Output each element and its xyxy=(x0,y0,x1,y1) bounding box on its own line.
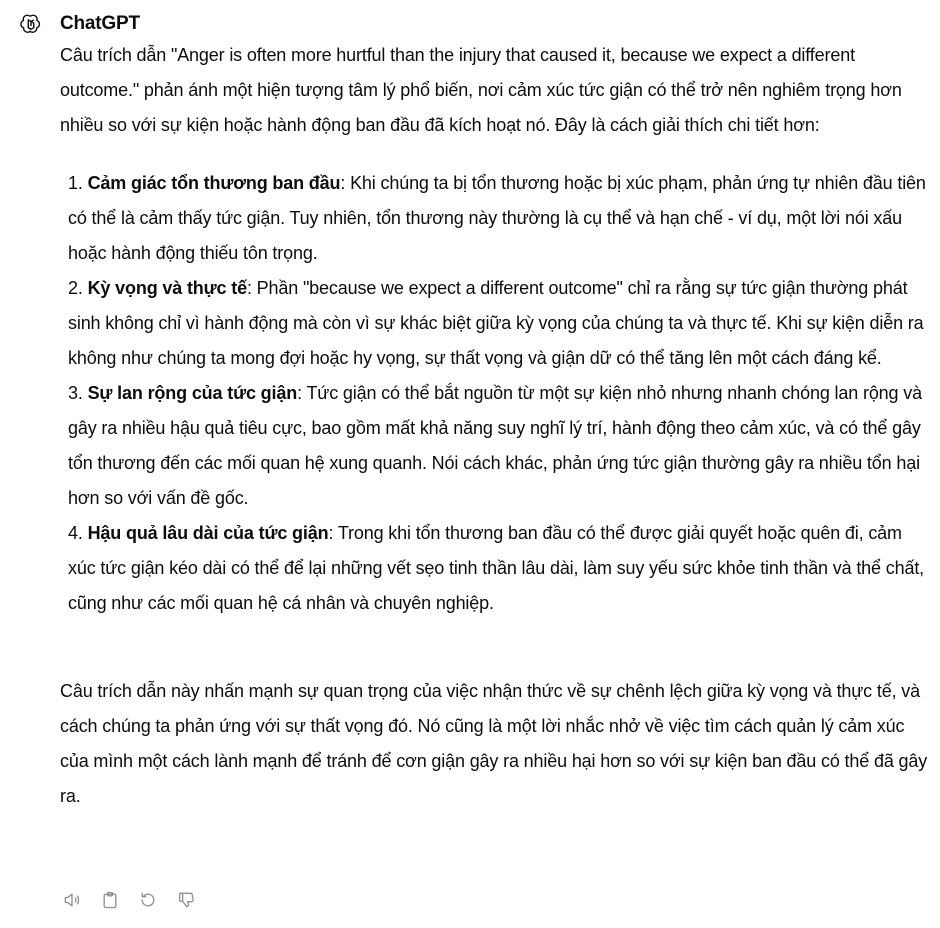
message-content xyxy=(60,38,930,814)
copy-button[interactable] xyxy=(98,888,122,912)
list-item-text: : Tức giận có thể bắt nguồn từ một sự kiện nhỏ nhưng nhanh chóng lan rộng và gây ra nhiều hậu quả tiêu cực, bao gồm mất khả năng suy nghĩ lý trí, hành động theo cảm xúc, và có thể gây tổn thương đến các mối quan hệ xung quanh. Nói cách khác, phản ứng tức giận thường gây ra nhiều tổn hại hơn so với vấn đề gốc. xyxy=(68,383,922,508)
list-item-number: 4. xyxy=(68,523,83,543)
speaker-icon xyxy=(62,890,82,910)
numbered-list xyxy=(60,166,930,621)
thumbs-down-button[interactable] xyxy=(174,888,198,912)
list-item-title: Kỳ vọng và thực tế xyxy=(87,278,247,298)
chatgpt-avatar xyxy=(19,12,43,36)
list-item-number: 2. xyxy=(68,278,83,298)
list-item-number: 1. xyxy=(68,173,83,193)
list-item xyxy=(68,376,930,516)
message-actions xyxy=(60,888,198,912)
list-item-title: Cảm giác tổn thương ban đầu xyxy=(87,173,341,193)
list-item-text: : Phần "because we expect a different outcome" chỉ ra rằng sự tức giận thường phát sinh không chỉ vì hành động mà còn vì sự khác biệt giữa kỳ vọng của chúng ta và thực tế. Khi sự kiện diễn ra không như chúng ta mong đợi hoặc hy vọng, sự thất vọng và giận dữ có thể tăng lên một cách đáng kể. xyxy=(68,278,924,368)
list-item-text: : Khi chúng ta bị tổn thương hoặc bị xúc phạm, phản ứng tự nhiên đầu tiên có thể là cảm thấy tức giận. Tuy nhiên, tổn thương này thường là cụ thể và hạn chế - ví dụ, một lời nói xấu hoặc hành động thiếu tôn trọng. xyxy=(68,173,926,263)
outro-paragraph: Câu trích dẫn này nhấn mạnh sự quan trọng của việc nhận thức về sự chênh lệch giữa kỳ vọng và thực tế, và cách chúng ta phản ứng với sự thất vọng đó. Nó cũng là một lời nhắc nhở về việc tìm cách quản lý cảm xúc của mình một cách lành mạnh để tránh để cơn giận gây ra nhiều hại hơn so với sự kiện ban đầu có thể đã gây ra. xyxy=(60,681,928,806)
intro-paragraph: Câu trích dẫn "Anger is often more hurtful than the injury that caused it, because we expect a different outcome." phản ánh một hiện tượng tâm lý phổ biến, nơi cảm xúc tức giận có thể trở nên nghiêm trọng hơn nhiều so với sự kiện hoặc hành động ban đầu đã kích hoạt nó. Đây là cách giải thích chi tiết hơn: xyxy=(60,45,902,135)
clipboard-icon xyxy=(100,890,120,910)
author-name: ChatGPT xyxy=(60,13,140,34)
list-item-text: : Trong khi tổn thương ban đầu có thể được giải quyết hoặc quên đi, cảm xúc tức giận kéo dài có thể để lại những vết sẹo tinh thần lâu dài, làm suy yếu sức khỏe tinh thần và thể chất, cũng như các mối quan hệ cá nhân và chuyên nghiệp. xyxy=(68,523,925,613)
list-item xyxy=(68,271,930,376)
list-item xyxy=(68,516,930,621)
list-item-title: Sự lan rộng của tức giận xyxy=(87,383,298,403)
regenerate-button[interactable] xyxy=(136,888,160,912)
list-item-number: 3. xyxy=(68,383,83,403)
read-aloud-button[interactable] xyxy=(60,888,84,912)
thumbs-down-icon xyxy=(176,890,196,910)
openai-logo-icon xyxy=(20,13,42,35)
refresh-icon xyxy=(138,890,158,910)
list-item xyxy=(68,166,930,271)
list-item-title: Hậu quả lâu dài của tức giận xyxy=(87,523,329,543)
